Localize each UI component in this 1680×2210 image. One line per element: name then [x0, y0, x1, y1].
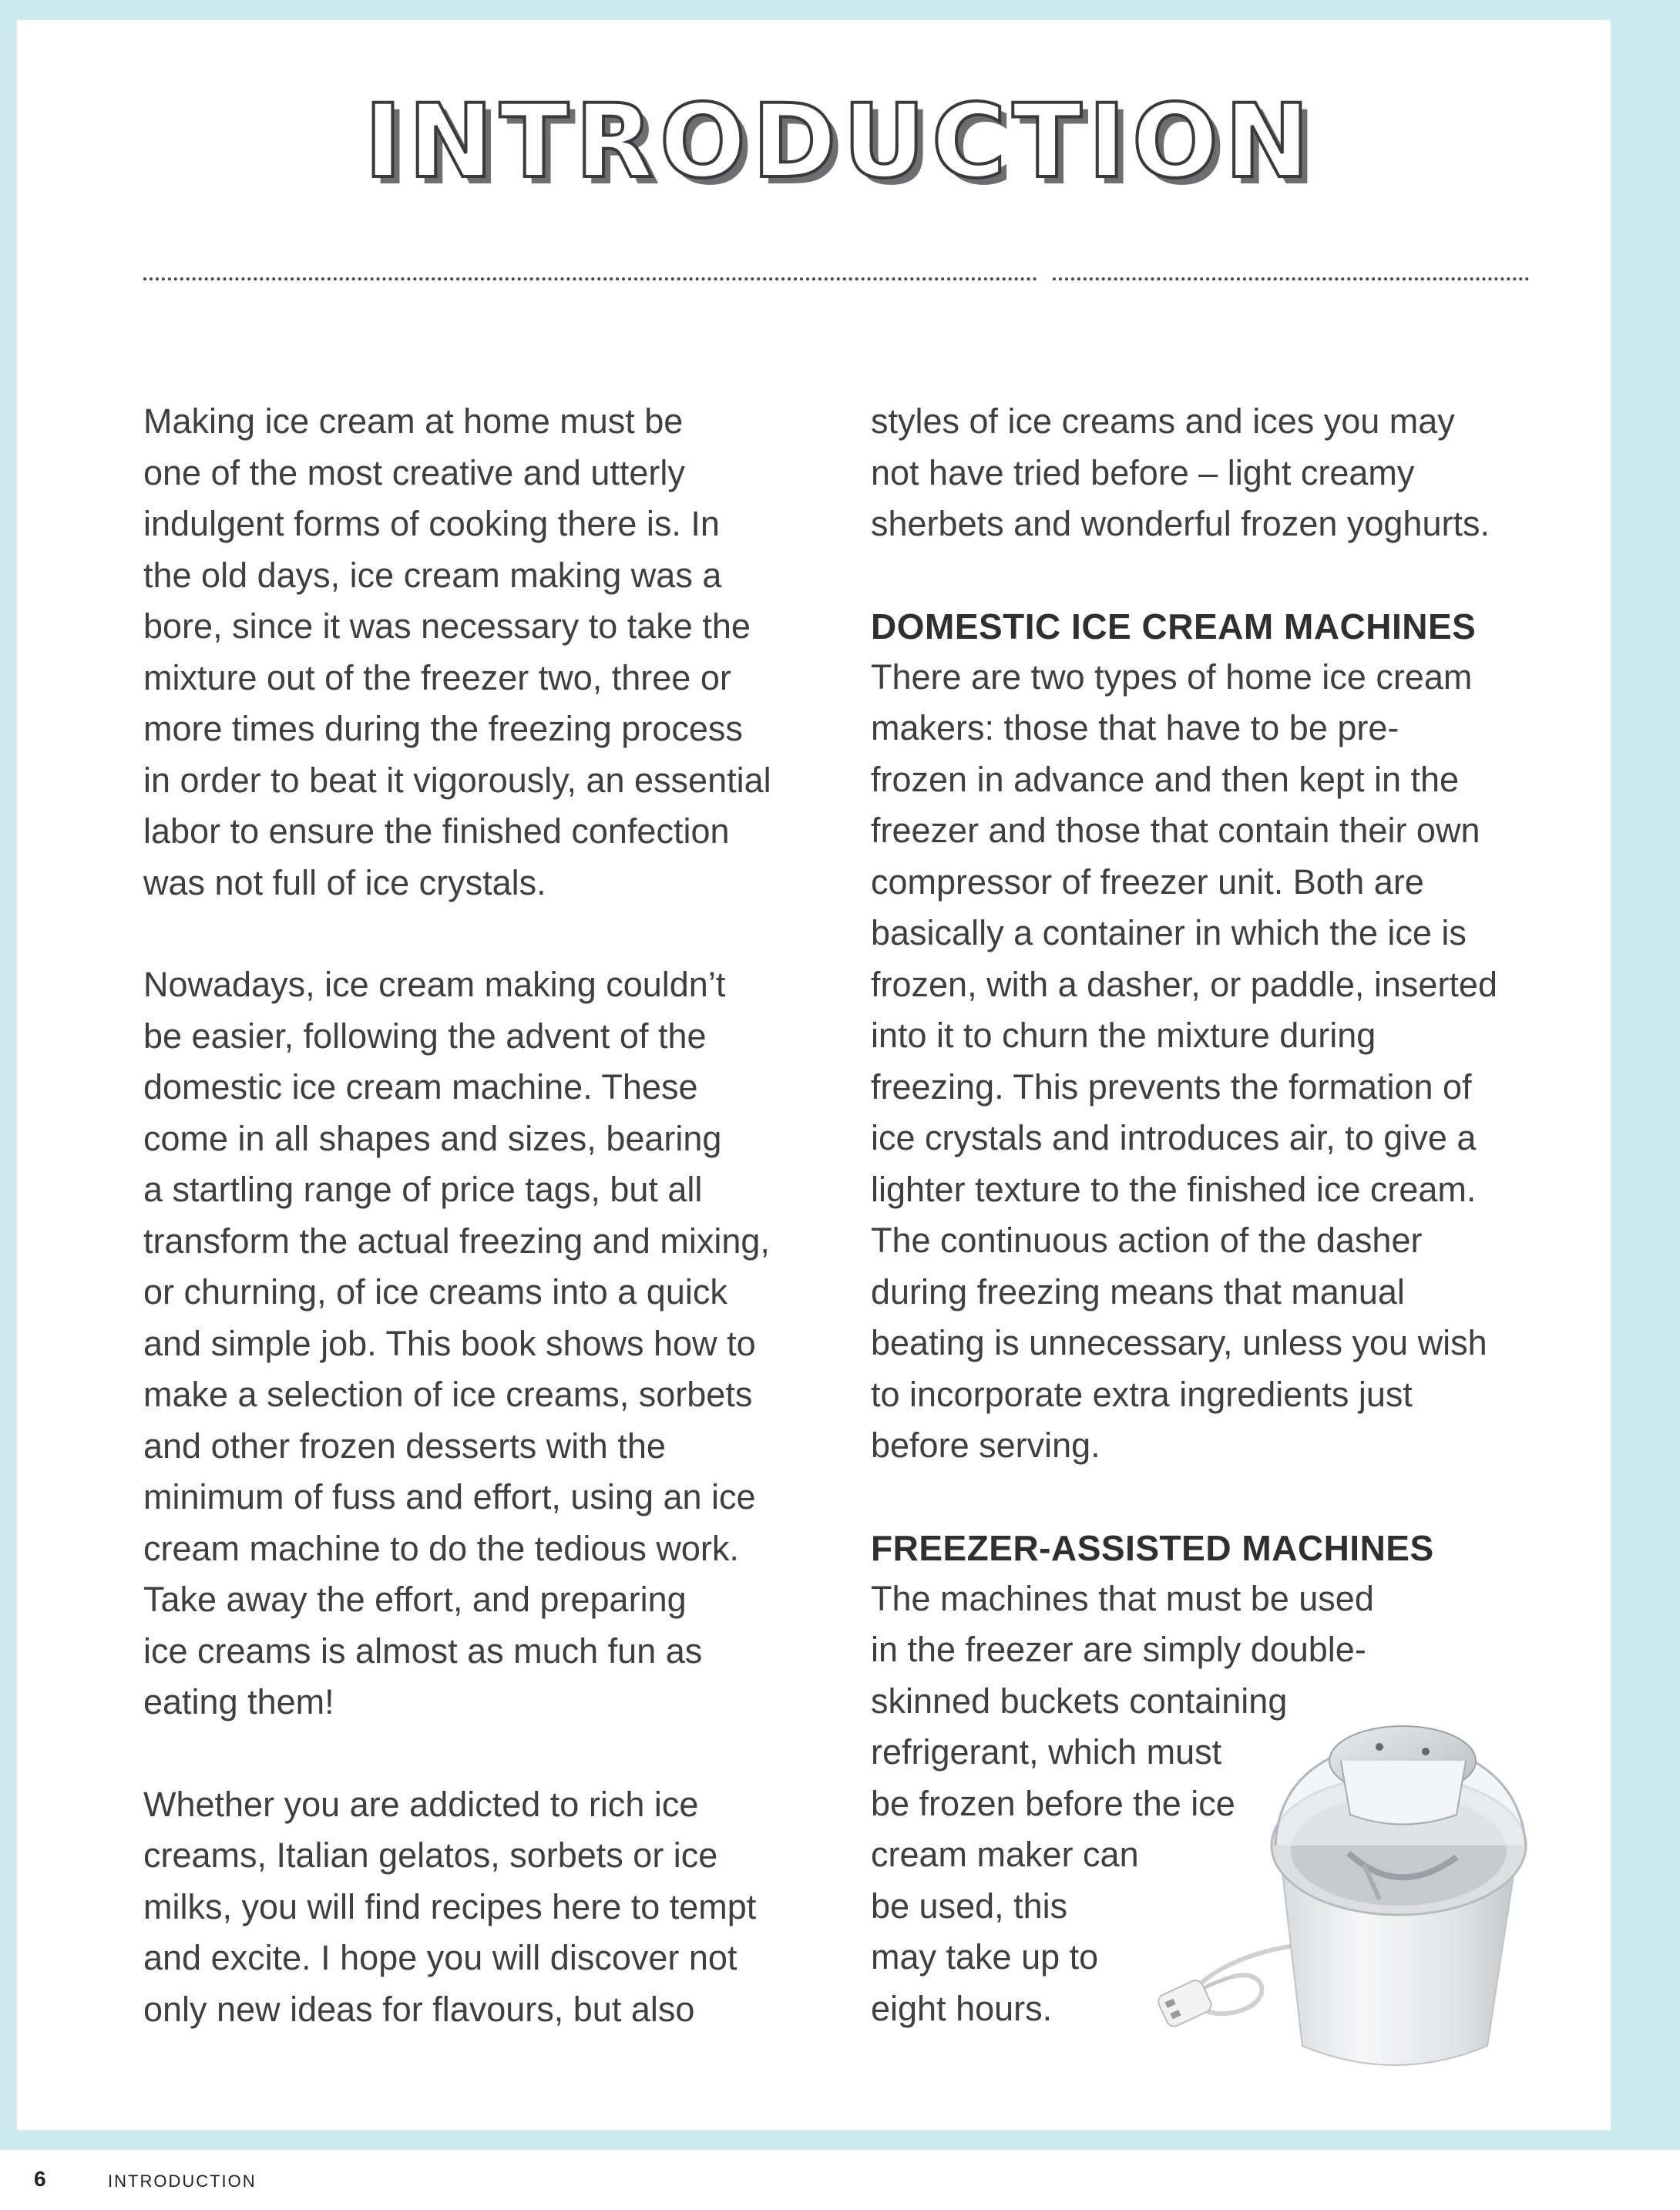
left-paragraph-1: Making ice cream at home must be one of the most creative and utterly indulgent forms of cooking there is. In the old days, ice cream making was a bore, since it was necessary to take the mixture out of the freezer two, three or more times during the freezing process in order to beat it vigorously, an essential labor to ensure the finished confection was not full of ice crystals. [143, 401, 771, 902]
heading-domestic-machines: DOMESTIC ICE CREAM MACHINES [871, 606, 1477, 647]
page-title: INTRODUCTION [364, 82, 1316, 201]
dotted-rule-left [143, 277, 1037, 280]
running-head: INTRODUCTION [108, 2171, 257, 2191]
heading-freezer-assisted: FREEZER-ASSISTED MACHINES [871, 1527, 1434, 1568]
ice-cream-machine-image [1148, 1699, 1588, 2092]
page-number: 6 [34, 2167, 46, 2191]
right-paragraph-1: styles of ice creams and ices you may not have tried before – light creamy sherbets and wonderful frozen yoghurts. [871, 401, 1490, 543]
dotted-rule-right [1053, 277, 1529, 280]
right-paragraph-2: There are two types of home ice cream makers: those that have to be pre- frozen in advance and then kept in the freezer and those that contain their own compressor of freezer unit. Both are basically a container in which the ice is frozen, with a dasher, or paddle, inserted into it to churn the mixture during freezing. This prevents the formation of ice crystals and introduces air, to give a lighter texture to the finished ice cream. The continuous action of the dasher during freezing means that manual beating is unnecessary, unless you wish to incorporate extra ingredients just before serving. [871, 657, 1497, 1465]
right-paragraph-3: The machines that must be used in the freezer are simply double- skinned buckets containing refrigerant, which must be frozen before the ice cream maker can be used, this may take up to eight hours. [871, 1578, 1374, 2028]
left-column [143, 396, 822, 2035]
left-paragraph-2: Nowadays, ice cream making couldn’t be easier, following the advent of the domestic ice cream machine. These come in all shapes and sizes, bearing a startling range of price tags, but all transform the actual freezing and mixing, or churning, of ice creams into a quick and simple job. This book shows how to make a selection of ice creams, sorbets and other frozen desserts with the minimum of fuss and effort, using an ice cream machine to do the tedious work. Take away the effort, and preparing ice creams is almost as much fun as eating them! [143, 965, 770, 1721]
footer [0, 2167, 1680, 2198]
left-paragraph-3: Whether you are addicted to rich ice creams, Italian gelatos, sorbets or ice milks, you will find recipes here to tempt and excite. I hope you will discover not only new ideas for flavours, but also [143, 1784, 757, 2029]
